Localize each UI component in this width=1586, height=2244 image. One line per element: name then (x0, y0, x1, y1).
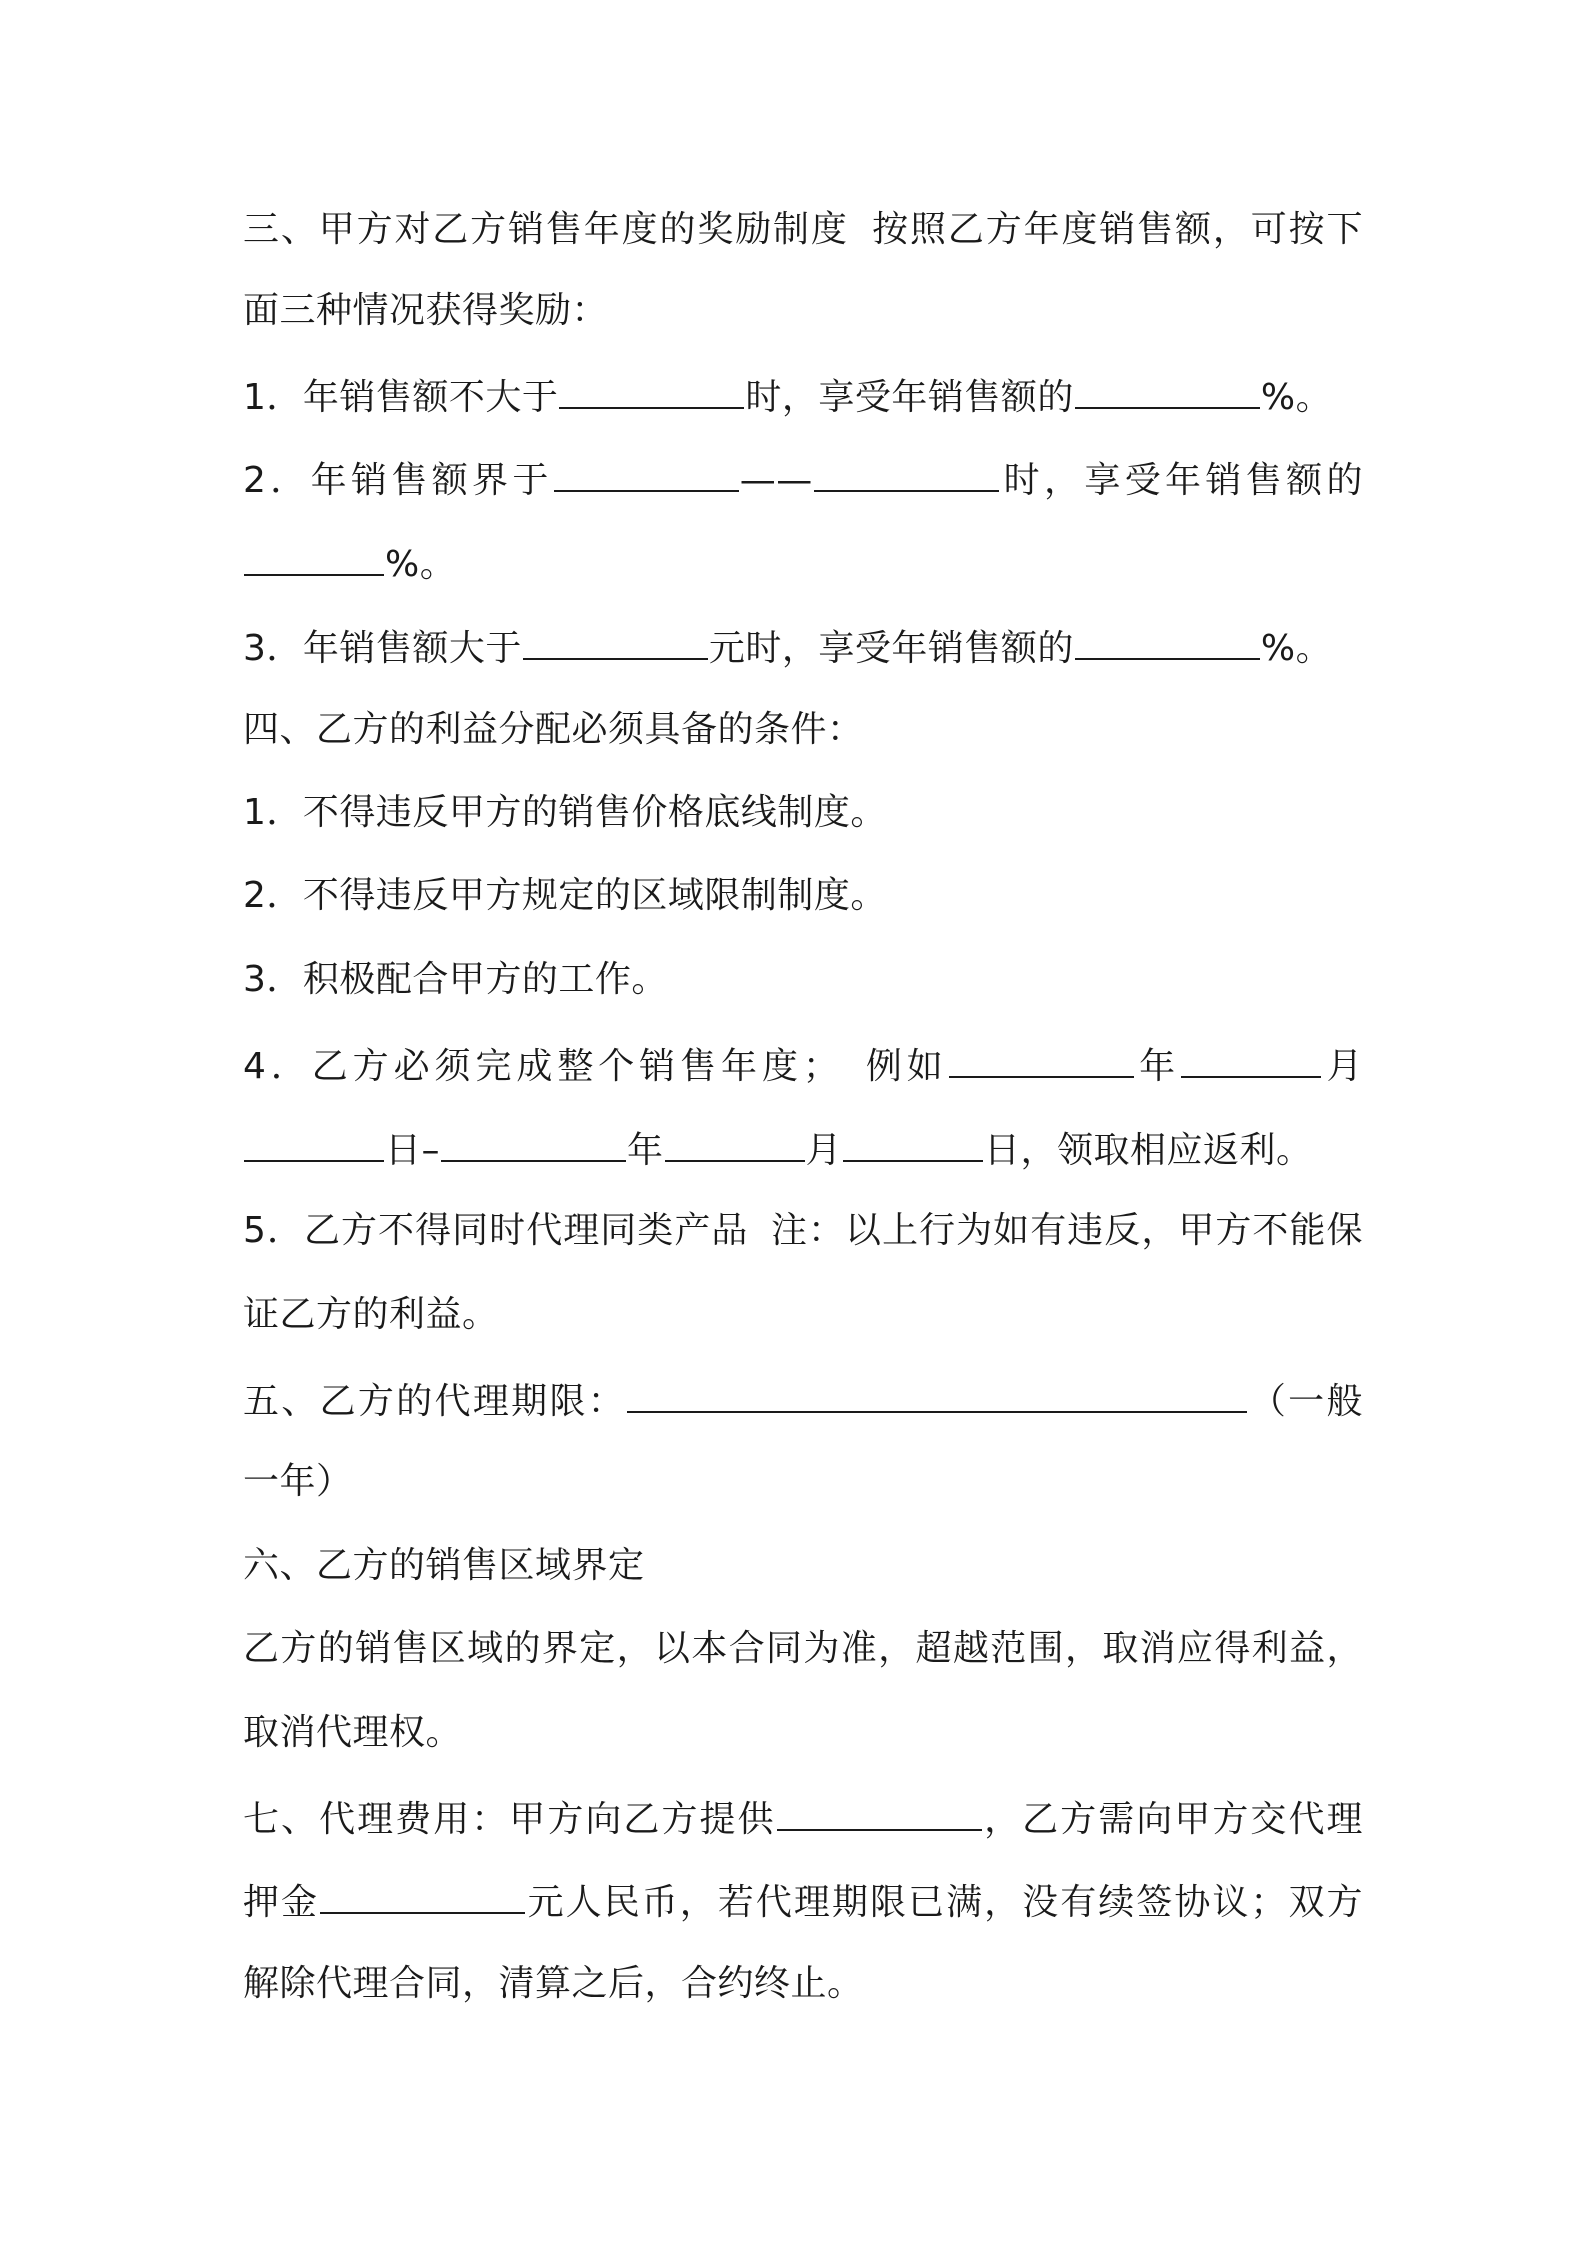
section-3-item-2-cont: %。 (243, 534, 1363, 590)
section-4-item-4: 4．乙方必须完成整个销售年度； 例如 年 月 (243, 1036, 1363, 1092)
blank-field (441, 1120, 626, 1162)
section-4-item-4-cont: 日– 年 月 日，领取相应返利。 (243, 1120, 1363, 1176)
blank-field (320, 1872, 525, 1914)
section-3-item-3: 3．年销售额大于 元时，享受年销售额的 %。 (243, 618, 1363, 674)
blank-field (1181, 1036, 1321, 1078)
section-7-end: 解除代理合同，清算之后，合约终止。 (243, 1963, 864, 2004)
section-4-item-3: 3．积极配合甲方的工作。 (243, 959, 668, 1000)
blank-field (1075, 367, 1260, 409)
section-4-item-5: 5．乙方不得同时代理同类产品 注：以上行为如有违反，甲方不能保 (243, 1210, 1363, 1251)
section-4-item-5-cont: 证乙方的利益。 (243, 1294, 499, 1335)
section-6-heading: 六、乙方的销售区域界定 (243, 1545, 645, 1586)
section-5: 五、乙方的代理期限： （一般 (243, 1371, 1363, 1427)
section-4-heading: 四、乙方的利益分配必须具备的条件： (243, 709, 864, 750)
section-7-cont: 押金 元人民币，若代理期限已满，没有续签协议；双方 (243, 1872, 1363, 1928)
blank-field (814, 450, 999, 492)
blank-field (1075, 618, 1260, 660)
blank-field (777, 1789, 982, 1831)
blank-field (627, 1371, 1247, 1413)
section-3-item-1: 1．年销售额不大于 时，享受年销售额的 %。 (243, 367, 1363, 423)
section-6-paragraph: 乙方的销售区域的界定，以本合同为准，超越范围，取消应得利益， (243, 1628, 1363, 1669)
blank-field (949, 1036, 1134, 1078)
section-5-cont: 一年） (243, 1461, 353, 1502)
section-7: 七、代理费用：甲方向乙方提供 ，乙方需向甲方交代理 (243, 1789, 1363, 1845)
section-4-item-1: 1．不得违反甲方的销售价格底线制度。 (243, 792, 887, 833)
section-3-heading-cont: 面三种情况获得奖励： (243, 290, 609, 331)
blank-field (843, 1120, 983, 1162)
blank-field (554, 450, 739, 492)
section-3-heading: 三、甲方对乙方销售年度的奖励制度 按照乙方年度销售额，可按下 (243, 209, 1363, 250)
blank-field (559, 367, 744, 409)
blank-field (244, 534, 384, 576)
blank-field (523, 618, 708, 660)
section-3-item-2: 2．年销售额界于 —— 时，享受年销售额的 (243, 450, 1363, 506)
blank-field (244, 1120, 384, 1162)
section-6-paragraph-cont: 取消代理权。 (243, 1712, 463, 1753)
section-4-item-2: 2．不得违反甲方规定的区域限制制度。 (243, 875, 887, 916)
blank-field (665, 1120, 805, 1162)
